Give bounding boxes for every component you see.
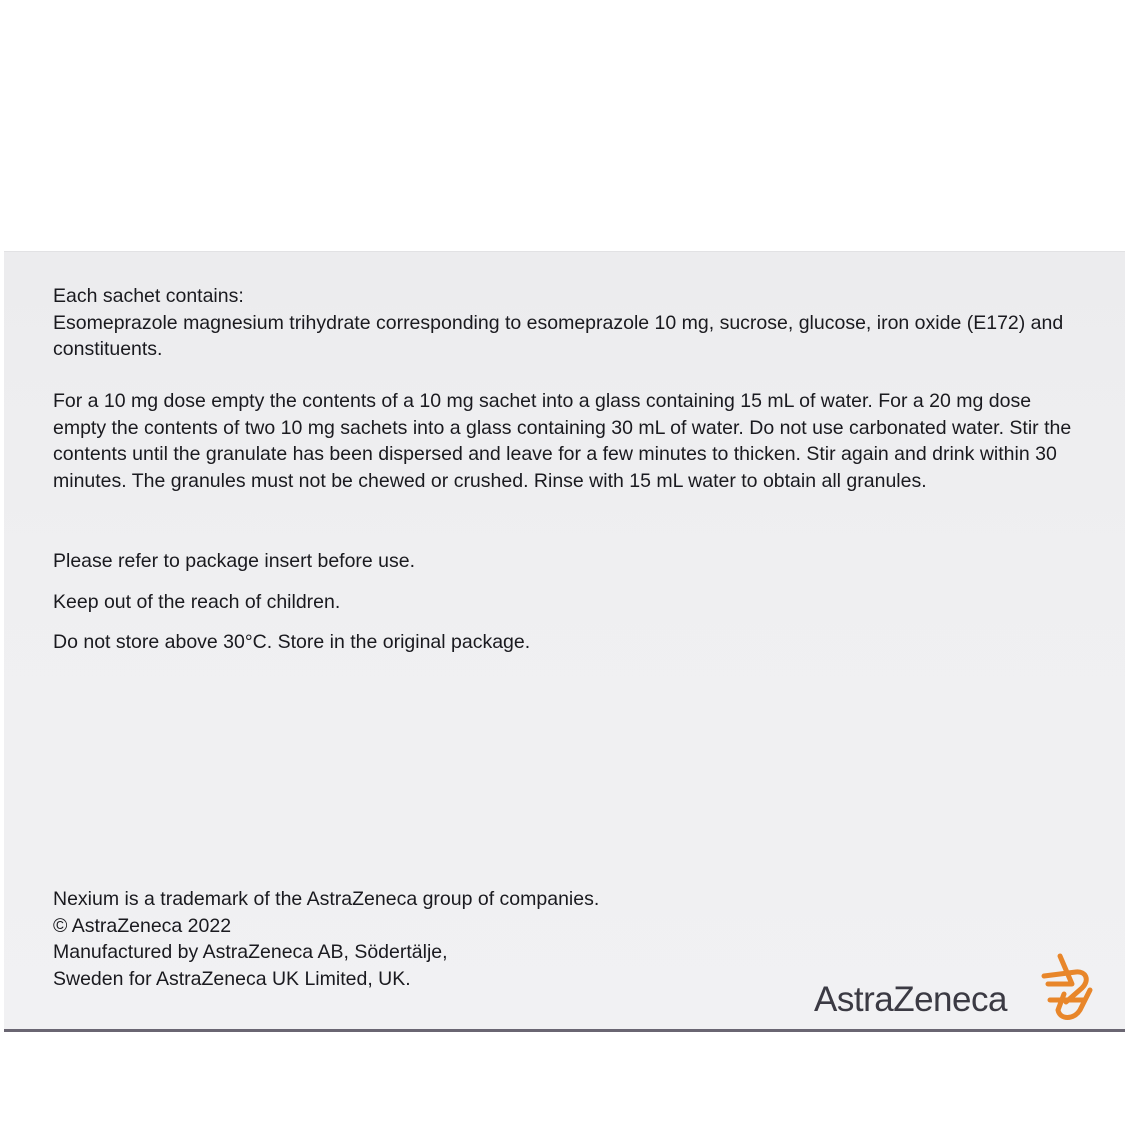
manufacturer-line-1: Manufactured by AstraZeneca AB, Södertälje, — [53, 941, 448, 963]
children-warning: Keep out of the reach of children. — [53, 591, 341, 613]
manufacturer-line-2: Sweden for AstraZeneca UK Limited, UK. — [53, 967, 411, 990]
trademark-notice: Nexium is a trademark of the AstraZeneca group of companies. — [53, 888, 600, 910]
legal-section — [53, 886, 773, 992]
directions-text: For a 10 mg dose empty the contents of a 10 mg sachet into a glass containing 15 mL of water. For a 20 mg dose empty the contents of two 10 mg sachets into a glass containing 30 mL of water. Do not use carbonated water. Stir the contents until the granulate has been dispersed and leave for a few minutes to thicken. Stir again and drink within 30 minutes. The granules must not be chewed or crushed. Rinse with 15 mL water to obtain all granules. — [53, 390, 1072, 492]
brand-wordmark: AstraZeneca — [814, 980, 1007, 1019]
composition-section — [53, 283, 1103, 363]
copyright-notice: © AstraZeneca 2022 — [53, 914, 232, 937]
refer-insert-warning: Please refer to package insert before use. — [53, 550, 416, 572]
composition-heading: Each sachet contains: — [53, 285, 244, 307]
astrazeneca-logo — [812, 948, 1102, 1028]
composition-text: Esomeprazole magnesium trihydrate corresponding to esomeprazole 10 mg, sucrose, glucose, iron oxide (E172) and constituents. — [53, 311, 1064, 360]
astrazeneca-symbol-icon — [1036, 950, 1096, 1024]
storage-warning: Do not store above 30°C. Store in the original package. — [53, 631, 531, 653]
